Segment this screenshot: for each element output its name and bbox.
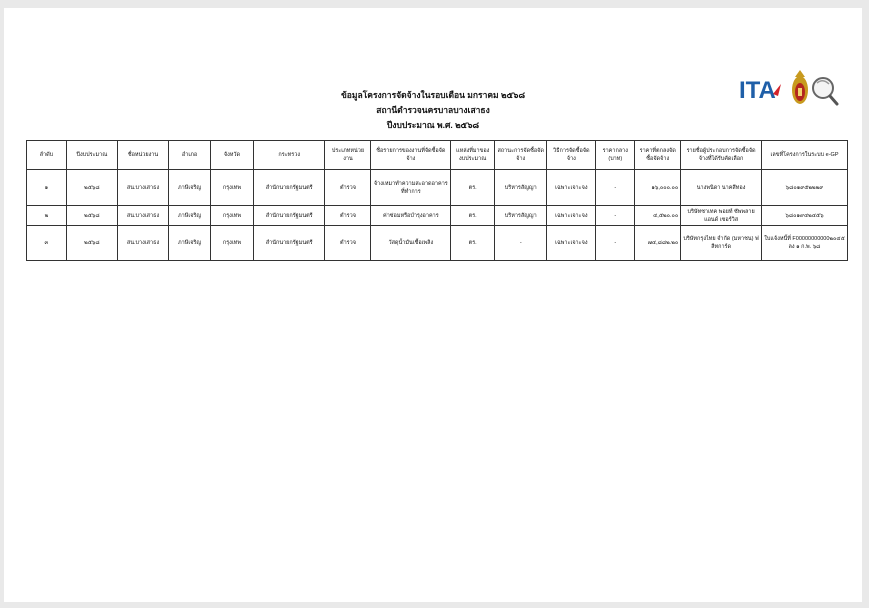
- procurement-table: [26, 140, 848, 261]
- table-row: [27, 206, 848, 226]
- cell-egp-number: ๖๘๐๑๙๕๒๒๒๙: [761, 170, 847, 206]
- cell-seq: ๓: [27, 226, 67, 261]
- column-header: วิธีการจัดซื้อจัดจ้าง: [547, 141, 596, 170]
- cell-median-price: -: [596, 206, 635, 226]
- cell-status: -: [495, 226, 547, 261]
- column-header: อำเภอ: [169, 141, 211, 170]
- cell-status: บริหารสัญญา: [495, 170, 547, 206]
- cell-median-price: -: [596, 170, 635, 206]
- cell-province: กรุงเทพ: [210, 206, 253, 226]
- cell-year: ๒๕๖๘: [66, 170, 117, 206]
- cell-status: บริหารสัญญา: [495, 206, 547, 226]
- cell-agency-type: ตำรวจ: [325, 206, 371, 226]
- title-line-3: ปีงบประมาณ พ.ศ. ๒๕๖๘: [386, 120, 480, 130]
- cell-agreed-price: ๑๖,๐๐๐.๐๐: [635, 170, 681, 206]
- column-header: ประเภทหน่วยงาน: [325, 141, 371, 170]
- cell-seq: ๑: [27, 170, 67, 206]
- table-header-row: [27, 141, 848, 170]
- title-line-2: สถานีตำรวจนครบาลบางเสาธง: [376, 105, 490, 115]
- cell-agreed-price: ๔,๕๒๐.๐๐: [635, 206, 681, 226]
- column-header: ชื่อรายการของงานที่จัดซื้อจัดจ้าง: [371, 141, 451, 170]
- cell-vendor: นางพนิดา นาคสีทอง: [681, 170, 762, 206]
- cell-budget-source: ตร.: [451, 170, 495, 206]
- cell-ministry: สำนักนายกรัฐมนตรี: [253, 170, 325, 206]
- cell-district: ภาษีเจริญ: [169, 206, 211, 226]
- cell-method: เฉพาะเจาะจง: [547, 226, 596, 261]
- cell-agency: สน.บางเสาธง: [117, 206, 168, 226]
- cell-agency: สน.บางเสาธง: [117, 170, 168, 206]
- column-header: ชื่อหน่วยงาน: [117, 141, 168, 170]
- column-header: ราคาที่ตกลงจัดซื้อจัดจ้าง: [635, 141, 681, 170]
- column-header: กระทรวง: [253, 141, 325, 170]
- column-header: สถานะการจัดซื้อจัดจ้าง: [495, 141, 547, 170]
- column-header: ราคากลาง (บาท): [596, 141, 635, 170]
- cell-province: กรุงเทพ: [210, 226, 253, 261]
- cell-agency-type: ตำรวจ: [325, 170, 371, 206]
- cell-year: ๒๕๖๘: [66, 206, 117, 226]
- document-title: [4, 88, 862, 133]
- column-header: รายชื่อผู้ประกอบการจัดซื้อจัดจ้างที่ได้รับคัดเลือก: [681, 141, 762, 170]
- cell-agency-type: ตำรวจ: [325, 226, 371, 261]
- table-row: [27, 226, 848, 261]
- cell-median-price: -: [596, 226, 635, 261]
- cell-ministry: สำนักนายกรัฐมนตรี: [253, 226, 325, 261]
- cell-method: เฉพาะเจาะจง: [547, 206, 596, 226]
- cell-method: เฉพาะเจาะจง: [547, 170, 596, 206]
- table-row: [27, 170, 848, 206]
- cell-district: ภาษีเจริญ: [169, 226, 211, 261]
- document-page: [4, 8, 862, 602]
- cell-item: ค่าซ่อมหรือบำรุงอาคาร: [371, 206, 451, 226]
- cell-egp-number: ๖๘๐๑๙๔๒๔๕๖: [761, 206, 847, 226]
- ita-logo-text: ITA: [739, 77, 776, 104]
- cell-vendor: บริษัทกรุงไทย จำกัด (มหาชน) ฟลีทการ์ด: [681, 226, 762, 261]
- column-header: แหล่งที่มาของงบประมาณ: [451, 141, 495, 170]
- cell-seq: ๒: [27, 206, 67, 226]
- cell-item: จ้างเหมาทำความสะอาดอาคารที่ทำการ: [371, 170, 451, 206]
- column-header: ปีงบประมาณ: [66, 141, 117, 170]
- cell-district: ภาษีเจริญ: [169, 170, 211, 206]
- cell-egp-number: ใบแจ้งหนี้ที่ F00000000000๒๐๔๕ ลง ๑ ก.พ. ๖๘: [761, 226, 847, 261]
- cell-agency: สน.บางเสาธง: [117, 226, 168, 261]
- cell-province: กรุงเทพ: [210, 170, 253, 206]
- cell-ministry: สำนักนายกรัฐมนตรี: [253, 206, 325, 226]
- cell-vendor: บริษัทซาเทค พอยท์ ซัพพลาย แอนด์ เซอร์วิส: [681, 206, 762, 226]
- column-header: จังหวัด: [210, 141, 253, 170]
- cell-budget-source: ตร.: [451, 226, 495, 261]
- title-line-1: ข้อมูลโครงการจัดจ้างในรอบเดือน มกราคม ๒๕๖๘: [340, 90, 526, 100]
- cell-item: วัสดุน้ำมันเชื้อเพลิง: [371, 226, 451, 261]
- column-header: เลขที่โครงการในระบบ e-GP: [761, 141, 847, 170]
- column-header: ลำดับ: [27, 141, 67, 170]
- cell-year: ๒๕๖๘: [66, 226, 117, 261]
- cell-budget-source: ตร.: [451, 206, 495, 226]
- cell-agreed-price: ๗๔,๘๘๒.๒๐: [635, 226, 681, 261]
